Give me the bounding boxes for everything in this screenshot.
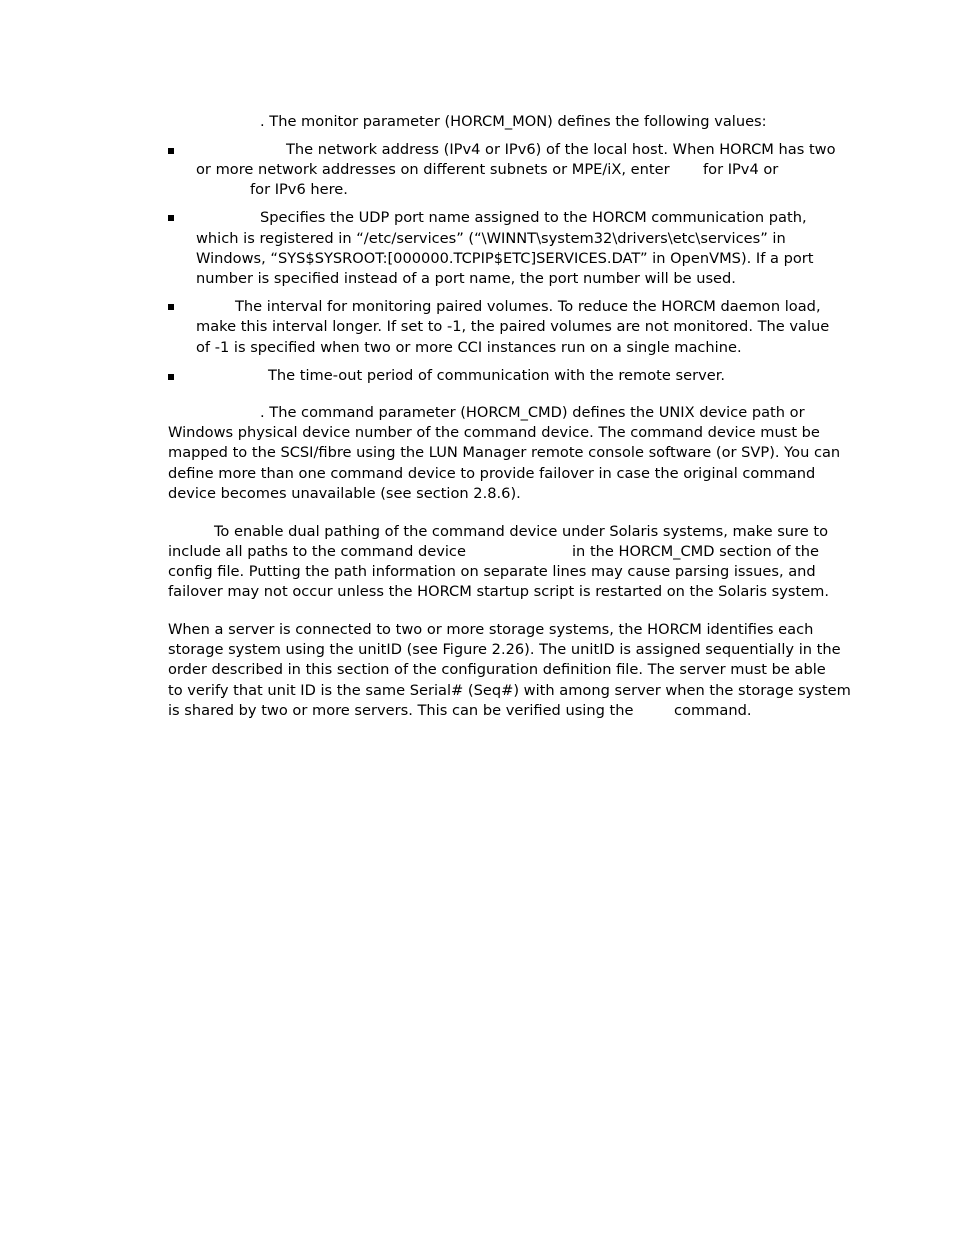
bullet-1-line-3: for IPv6 here. (250, 181, 348, 198)
bullet-marker (168, 304, 174, 310)
bullet-1-line-2b: for IPv4 or (703, 161, 779, 178)
unit-paragraph-line-4: to verify that unit ID is the same Serial# (Seq#) with among server when the storage system (168, 682, 851, 699)
bullet-3-line-1: The interval for monitoring paired volumes. To reduce the HORCM daemon load, (235, 298, 821, 315)
cmd-paragraph-line-1: . The command parameter (HORCM_CMD) defines the UNIX device path or (260, 404, 805, 421)
bullet-1-line-1: The network address (IPv4 or IPv6) of the local host. When HORCM has two (286, 141, 836, 158)
bullet-3-line-2: make this interval longer. If set to -1, the paired volumes are not monitored. The value (196, 318, 830, 335)
monitor-parameter-intro: . The monitor parameter (HORCM_MON) defines the following values: (260, 113, 767, 130)
cmd-paragraph-line-5: device becomes unavailable (see section 2.8.6). (168, 485, 521, 502)
bullet-marker (168, 148, 174, 154)
bullet-1-line-2: or more network addresses on different subnets or MPE/iX, enter (196, 161, 670, 178)
bullet-2-line-4: number is specified instead of a port name, the port number will be used. (196, 270, 736, 287)
note-paragraph-line-2b: in the HORCM_CMD section of the (572, 543, 819, 560)
unit-paragraph-line-5: is shared by two or more servers. This can be verified using the (168, 702, 634, 719)
bullet-3-line-3: of -1 is specified when two or more CCI instances run on a single machine. (196, 339, 742, 356)
note-paragraph-line-3: config file. Putting the path information on separate lines may cause parsing issues, and (168, 563, 816, 580)
bullet-2-line-3: Windows, “SYS$SYSROOT:[000000.TCPIP$ETC]SERVICES.DAT” in OpenVMS). If a port (196, 250, 814, 267)
unit-paragraph-line-1: When a server is connected to two or more storage systems, the HORCM identifies each (168, 621, 814, 638)
cmd-paragraph-line-4: define more than one command device to provide failover in case the original command (168, 465, 816, 482)
bullet-marker (168, 374, 174, 380)
bullet-2-line-2: which is registered in “/etc/services” (“\WINNT\system32\drivers\etc\services” in (196, 230, 786, 247)
note-paragraph-line-4: failover may not occur unless the HORCM startup script is restarted on the Solaris system. (168, 583, 830, 600)
bullet-2-line-1: Specifies the UDP port name assigned to the HORCM communication path, (260, 209, 807, 226)
unit-paragraph-line-2: storage system using the unitID (see Figure 2.26). The unitID is assigned sequentially in the (168, 641, 841, 658)
cmd-paragraph-line-2: Windows physical device number of the command device. The command device must be (168, 424, 820, 441)
bullet-marker (168, 215, 174, 221)
unit-paragraph-line-5b: command. (674, 702, 752, 719)
cmd-paragraph-line-3: mapped to the SCSI/fibre using the LUN Manager remote console software (or SVP). You can (168, 444, 841, 461)
bullet-4-line-1: The time-out period of communication with the remote server. (268, 367, 725, 384)
unit-paragraph-line-3: order described in this section of the configuration definition file. The server must be able (168, 661, 826, 678)
note-paragraph-line-2: include all paths to the command device (168, 543, 466, 560)
note-paragraph-line-1: To enable dual pathing of the command device under Solaris systems, make sure to (214, 523, 829, 540)
